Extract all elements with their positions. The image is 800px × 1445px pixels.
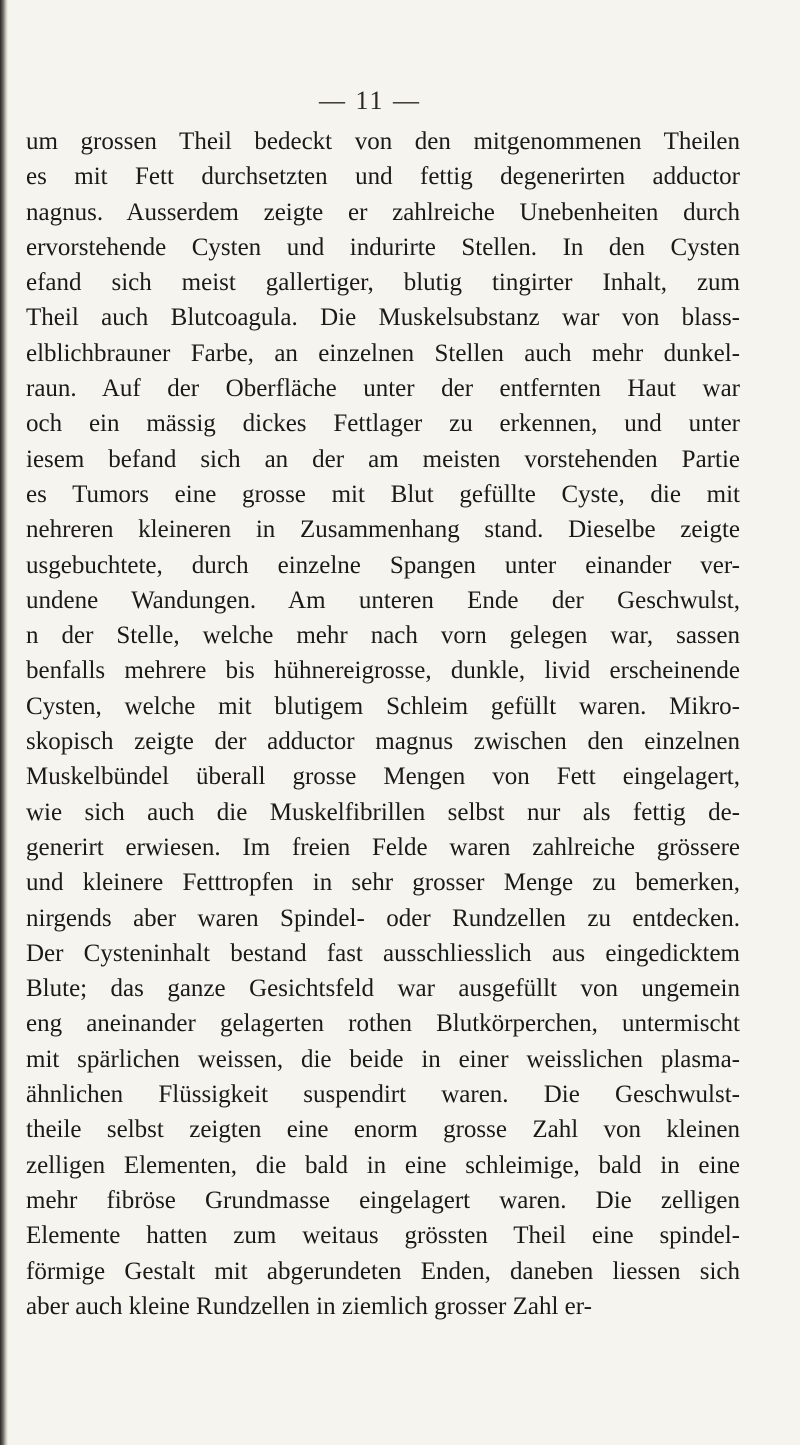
text-line: zelligen Elementen, die bald in eine schleimige, bald in eine — [26, 1151, 740, 1179]
text-line: benfalls mehrere bis hühnereigrosse, dunkle, livid erscheinende — [26, 657, 740, 685]
text-line: iesem befand sich an der am meisten vorstehenden Partie — [26, 445, 740, 473]
text-line: Theil auch Blutcoagula. Die Muskelsubstanz war von blass- — [26, 304, 740, 332]
text-line: Cysten, welche mit blutigem Schleim gefüllt waren. Mikro- — [26, 692, 740, 720]
text-line: och ein mässig dickes Fettlager zu erkennen, und unter — [26, 410, 740, 438]
text-line: und kleinere Fetttropfen in sehr grosser Menge zu bemerken, — [26, 869, 740, 897]
text-line: ervorstehende Cysten und indurirte Stellen. In den Cysten — [26, 233, 740, 261]
text-line: nagnus. Ausserdem zeigte er zahlreiche Unebenheiten durch — [26, 198, 740, 226]
text-line: nehreren kleineren in Zusammenhang stand. Dieselbe zeigte — [26, 516, 740, 544]
text-line: eng aneinander gelagerten rothen Blutkörperchen, untermischt — [26, 1010, 740, 1038]
text-line: elblichbrauner Farbe, an einzelnen Stellen auch mehr dunkel- — [26, 339, 740, 367]
page-number: — 11 — — [318, 86, 422, 115]
text-line: Muskelbündel überall grosse Mengen von Fett eingelagert, — [26, 763, 740, 791]
text-line: raun. Auf der Oberfläche unter der entfernten Haut war — [26, 375, 740, 403]
text-line: es mit Fett durchsetzten und fettig degenerirten adductor — [26, 163, 740, 191]
text-line: um grossen Theil bedeckt von den mitgenommenen Theilen — [26, 128, 740, 155]
body-text — [26, 124, 740, 1324]
text-line: skopisch zeigte der adductor magnus zwischen den einzelnen — [26, 728, 740, 756]
text-line: theile selbst zeigten eine enorm grosse Zahl von kleinen — [26, 1116, 740, 1144]
text-line: undene Wandungen. Am unteren Ende der Geschwulst, — [26, 586, 740, 614]
text-line: mehr fibröse Grundmasse eingelagert waren. Die zelligen — [26, 1186, 740, 1214]
text-line: Elemente hatten zum weitaus grössten Theil eine spindel- — [26, 1222, 740, 1250]
text-line: Blute; das ganze Gesichtsfeld war ausgefüllt von ungemein — [26, 975, 740, 1003]
text-line: nirgends aber waren Spindel- oder Rundzellen zu entdecken. — [26, 904, 740, 932]
text-line: förmige Gestalt mit abgerundeten Enden, daneben liessen sich — [26, 1257, 740, 1285]
text-line: usgebuchtete, durch einzelne Spangen unter einander ver- — [26, 551, 740, 579]
text-line: efand sich meist gallertiger, blutig tingirter Inhalt, zum — [26, 269, 740, 297]
text-line: wie sich auch die Muskelfibrillen selbst nur als fettig de- — [26, 798, 740, 826]
text-line: es Tumors eine grosse mit Blut gefüllte Cyste, die mit — [26, 480, 740, 508]
text-line: Der Cysteninhalt bestand fast ausschliesslich aus eingedicktem — [26, 939, 740, 967]
text-line: generirt erwiesen. Im freien Felde waren zahlreiche grössere — [26, 833, 740, 861]
text-line: ähnlichen Flüssigkeit suspendirt waren. Die Geschwulst- — [26, 1081, 740, 1109]
page-gutter-shadow — [0, 0, 8, 1445]
text-line: mit spärlichen weissen, die beide in einer weisslichen plasma- — [26, 1045, 740, 1073]
text-line: aber auch kleine Rundzellen in ziemlich grosser Zahl er- — [26, 1292, 592, 1320]
text-line: n der Stelle, welche mehr nach vorn gelegen war, sassen — [26, 622, 740, 650]
